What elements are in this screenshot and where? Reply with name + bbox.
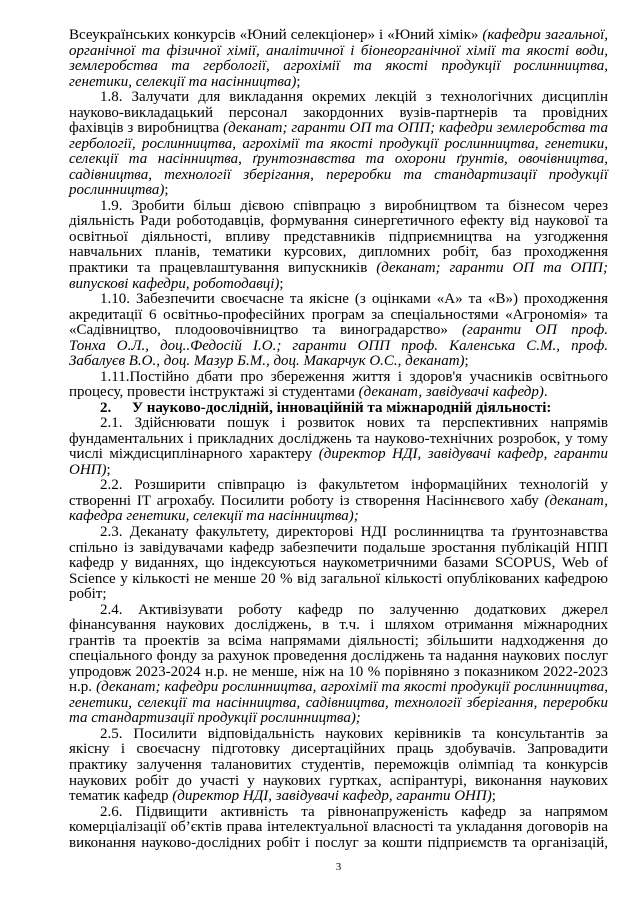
text-line xyxy=(69,28,608,44)
text-line xyxy=(69,75,608,91)
text-line xyxy=(69,106,608,122)
text-line xyxy=(69,478,608,494)
text-line xyxy=(69,805,608,821)
body-text: 1.8. Залучати для викладання окремих лекцій з технологічних дисциплін xyxy=(100,89,608,106)
paragraph xyxy=(69,603,608,727)
section-heading xyxy=(69,401,608,417)
text-line xyxy=(69,603,608,619)
body-text: фахівців з виробництва xyxy=(69,120,224,137)
emphasis-text: гербології, рослинництва, агрохімії та якості продукції рослинництва, генетики, xyxy=(69,135,608,152)
body-text: Science у кількості не менше 20 % від загальної кількості опублікованих кафедрою xyxy=(69,570,608,587)
paragraph xyxy=(69,805,608,852)
body-text: тематик кафедр xyxy=(69,788,173,805)
text-line xyxy=(69,292,608,308)
emphasis-text: генетики, селекції та насінництва) xyxy=(69,73,297,90)
body-text: комерціалізації об’єктів права інтелектуальної власності та укладання договорів на xyxy=(69,819,608,836)
body-text: фінансування наукових досліджень, в т.ч. і шляхом отримання міжнародних xyxy=(69,617,608,634)
body-text: 2.1. Здійснювати пошук і розвиток нових та перспективних напрямів xyxy=(100,415,608,432)
body-text: 2.6. Підвищити активність та рівнонапруженість кафедр за напрямом xyxy=(100,803,608,820)
emphasis-text: Тонха О.Л., доц..Федосій І.О.; гаранти ОПП проф. Каленська С.М., проф. xyxy=(69,337,608,354)
body-text: спільно із завідувачами кафедр забезпечити подальше зростання публікацій НПП xyxy=(69,539,608,556)
body-text: наукових робіт до участі у наукових гуртках, аспірантурі, виконання наукових xyxy=(69,772,608,789)
body-text: 2.5. Посилити відповідальність наукових керівників та консультантів за xyxy=(100,725,608,742)
text-line xyxy=(69,820,608,836)
text-line xyxy=(69,665,608,681)
body-text: ; xyxy=(491,788,496,805)
body-text: якісну і своєчасну підготовку дисертаційних праць здобувачів. Запровадити xyxy=(69,741,608,758)
emphasis-text: рослинництва) xyxy=(69,182,165,199)
text-line xyxy=(69,137,608,153)
text-line xyxy=(69,230,608,246)
paragraph xyxy=(69,478,608,525)
body-text: «Садівництво, плодоовочівництво та виноградарство» xyxy=(69,322,463,339)
emphasis-text: (гаранти ОП проф. xyxy=(462,322,609,339)
text-line xyxy=(69,90,608,106)
body-text: практику залучення талановитих студентів, переможців олімпіад та конкурсів xyxy=(69,756,608,773)
text-line xyxy=(69,385,608,401)
body-text: фундаментальних і прикладних досліджень та науково-технічних розробок, у тому xyxy=(69,430,608,447)
emphasis-text: Забалуєв В.О., доц. Мазур Б.М., доц. Макарчук О.С., деканат) xyxy=(69,353,465,370)
body-text: грантів та проектів за всіма напрямами діяльності; збільшити надходження до xyxy=(69,632,608,649)
emphasis-text: (деканат; гаранти ОП та ОПП; xyxy=(376,259,608,276)
paragraph xyxy=(69,292,608,370)
text-line xyxy=(69,649,608,665)
body-text: ; xyxy=(464,353,469,370)
paragraph xyxy=(69,525,608,603)
emphasis-text: (деканат; гаранти ОП та ОПП; кафедри землеробства та xyxy=(223,120,608,137)
emphasis-text: (деканат, завідувачі кафедр) xyxy=(358,384,544,401)
emphasis-text: садівництва, технології зберігання, переробки та стандартизації продукції xyxy=(69,166,608,183)
text-line xyxy=(69,432,608,448)
body-text: виконання науково-дослідних робіт і послуг за кошти підприємств та організацій, xyxy=(69,834,608,851)
body-text: ; xyxy=(279,275,284,292)
paragraph xyxy=(69,370,608,401)
text-line xyxy=(69,634,608,650)
body-text: спеціального фонду за рахунок проведення досліджень та надання наукових послуг xyxy=(69,648,608,665)
text-line xyxy=(69,447,608,463)
body-text: 2.4. Активізувати роботу кафедр по залученню додаткових джерел xyxy=(100,601,608,618)
paragraph xyxy=(69,199,608,292)
text-line xyxy=(69,416,608,432)
emphasis-text: (кафедри загальної, xyxy=(482,27,608,43)
body-text: упродовж 2023-2024 н.р. не менше, ніж на 10 % порівняно з показником 2022-2023 xyxy=(69,663,608,680)
body-text: кафедр у виданнях, що індексуються наукометричними базами SCOPUS, Web of xyxy=(69,555,608,572)
text-line xyxy=(69,541,608,557)
body-text: ; xyxy=(296,73,301,90)
text-line xyxy=(69,509,608,525)
text-line xyxy=(69,758,608,774)
text-line xyxy=(69,183,608,199)
page-number: 3 xyxy=(335,861,342,873)
text-line xyxy=(69,789,608,805)
text-line xyxy=(69,556,608,572)
text-line xyxy=(69,354,608,370)
text-line xyxy=(69,618,608,634)
text-line xyxy=(69,44,608,60)
emphasis-text: ОНП) xyxy=(69,461,107,478)
emphasis-text: та стандартизації продукції рослинництва); xyxy=(69,710,361,727)
text-line xyxy=(69,727,608,743)
text-line xyxy=(69,152,608,168)
body-text: 2.2. Розширити співпрацю із факультетом інформаційних технологій у xyxy=(100,477,608,494)
body-text: 1.10. Забезпечити своєчасне та якісне (з оцінками «А» та «В») проходження xyxy=(100,291,608,308)
emphasis-text: кафедра генетики, селекції та насінництва); xyxy=(69,508,359,525)
body-text: робіт; xyxy=(69,586,107,603)
paragraph xyxy=(69,28,608,90)
body-text: Всеукраїнських конкурсів «Юний селекціонер» і «Юний хімік» xyxy=(69,27,483,43)
text-line xyxy=(69,308,608,324)
text-line xyxy=(69,245,608,261)
text-line xyxy=(69,711,608,727)
text-line xyxy=(69,168,608,184)
heading-line xyxy=(69,401,608,417)
text-line xyxy=(69,59,608,75)
text-line xyxy=(69,339,608,355)
emphasis-text: (деканат; кафедри рослинництва, агрохімії та якості продукції рослинництва, xyxy=(96,679,608,696)
emphasis-text: (директор НДІ, завідувачі кафедр, гаранти xyxy=(318,446,609,463)
emphasis-text: селекції та насінництва, ґрунтознавства та охорони ґрунтів, овочівництва, xyxy=(69,151,608,168)
section-title: У науково-дослідній, інноваційній та міжнародній діяльності: xyxy=(132,399,552,416)
body-text: науково-викладацький персонал закордонних вузів-партнерів та провідних xyxy=(69,104,608,121)
body-text: освітньої діяльності, впливу представників підприємництва на узгодження xyxy=(69,228,608,245)
text-line xyxy=(69,680,608,696)
body-text: 1.11.Постійно дбати про збереження життя і здоров'я учасників освітнього xyxy=(100,368,608,385)
emphasis-text: органічної та фізичної хімії, аналітичної і біонеорганічної хімії та якості води, xyxy=(69,42,608,59)
text-line xyxy=(69,525,608,541)
body-text: . xyxy=(543,384,548,401)
body-text: створенні ІТ агрохабу. Посилити роботу із створення Насіннєвого хабу xyxy=(69,492,545,509)
text-line xyxy=(69,836,608,852)
paragraph xyxy=(69,416,608,478)
emphasis-text: генетики, селекції та насінництва, садівництва, технології зберігання, переробки xyxy=(69,694,608,711)
text-line xyxy=(69,494,608,510)
emphasis-text: (деканат, xyxy=(544,492,608,509)
text-line xyxy=(69,323,608,339)
text-line xyxy=(69,774,608,790)
text-line xyxy=(69,463,608,479)
text-line xyxy=(69,742,608,758)
paragraph xyxy=(69,727,608,805)
body-text: акредитації 6 освітньо-професійних програм за спеціальностями «Агрономія» та xyxy=(69,306,608,323)
emphasis-text: (директор НДІ, завідувачі кафедр, гаранти ОНП) xyxy=(172,788,492,805)
body-text: ; xyxy=(164,182,169,199)
body-text: 2.3. Деканату факультету, директорові НДІ рослинництва та ґрунтознавства xyxy=(100,524,608,540)
text-line xyxy=(69,121,608,137)
paragraph xyxy=(69,90,608,199)
body-text: н.р. xyxy=(69,679,97,696)
text-line xyxy=(69,199,608,215)
body-text: 1.9. Зробити більш дієвою співпрацю з виробництвом та бізнесом через xyxy=(100,197,608,214)
body-text: процесу, провести інструктажі зі студентами xyxy=(69,384,359,401)
text-line xyxy=(69,587,608,603)
body-text: навчальних планів, тематики курсових, дипломних робіт, баз проходження xyxy=(69,244,608,261)
emphasis-text: землеробства та гербології, агрохімії та якості продукції рослинництва, xyxy=(69,58,608,75)
body-text: числі міждисциплінарного характеру xyxy=(69,446,319,463)
document-body xyxy=(69,28,608,851)
body-text: практики та працевлаштування випускників xyxy=(69,259,377,276)
text-line xyxy=(69,370,608,386)
text-line xyxy=(69,261,608,277)
body-text: ; xyxy=(106,461,111,478)
text-line xyxy=(69,572,608,588)
body-text: діяльність Ради роботодавців, формування синергетичного ефекту від наукової та xyxy=(69,213,608,230)
text-line xyxy=(69,696,608,712)
text-line xyxy=(69,214,608,230)
text-line xyxy=(69,277,608,293)
section-number: 2. xyxy=(100,399,112,416)
emphasis-text: випускові кафедри, роботодавці) xyxy=(69,275,280,292)
